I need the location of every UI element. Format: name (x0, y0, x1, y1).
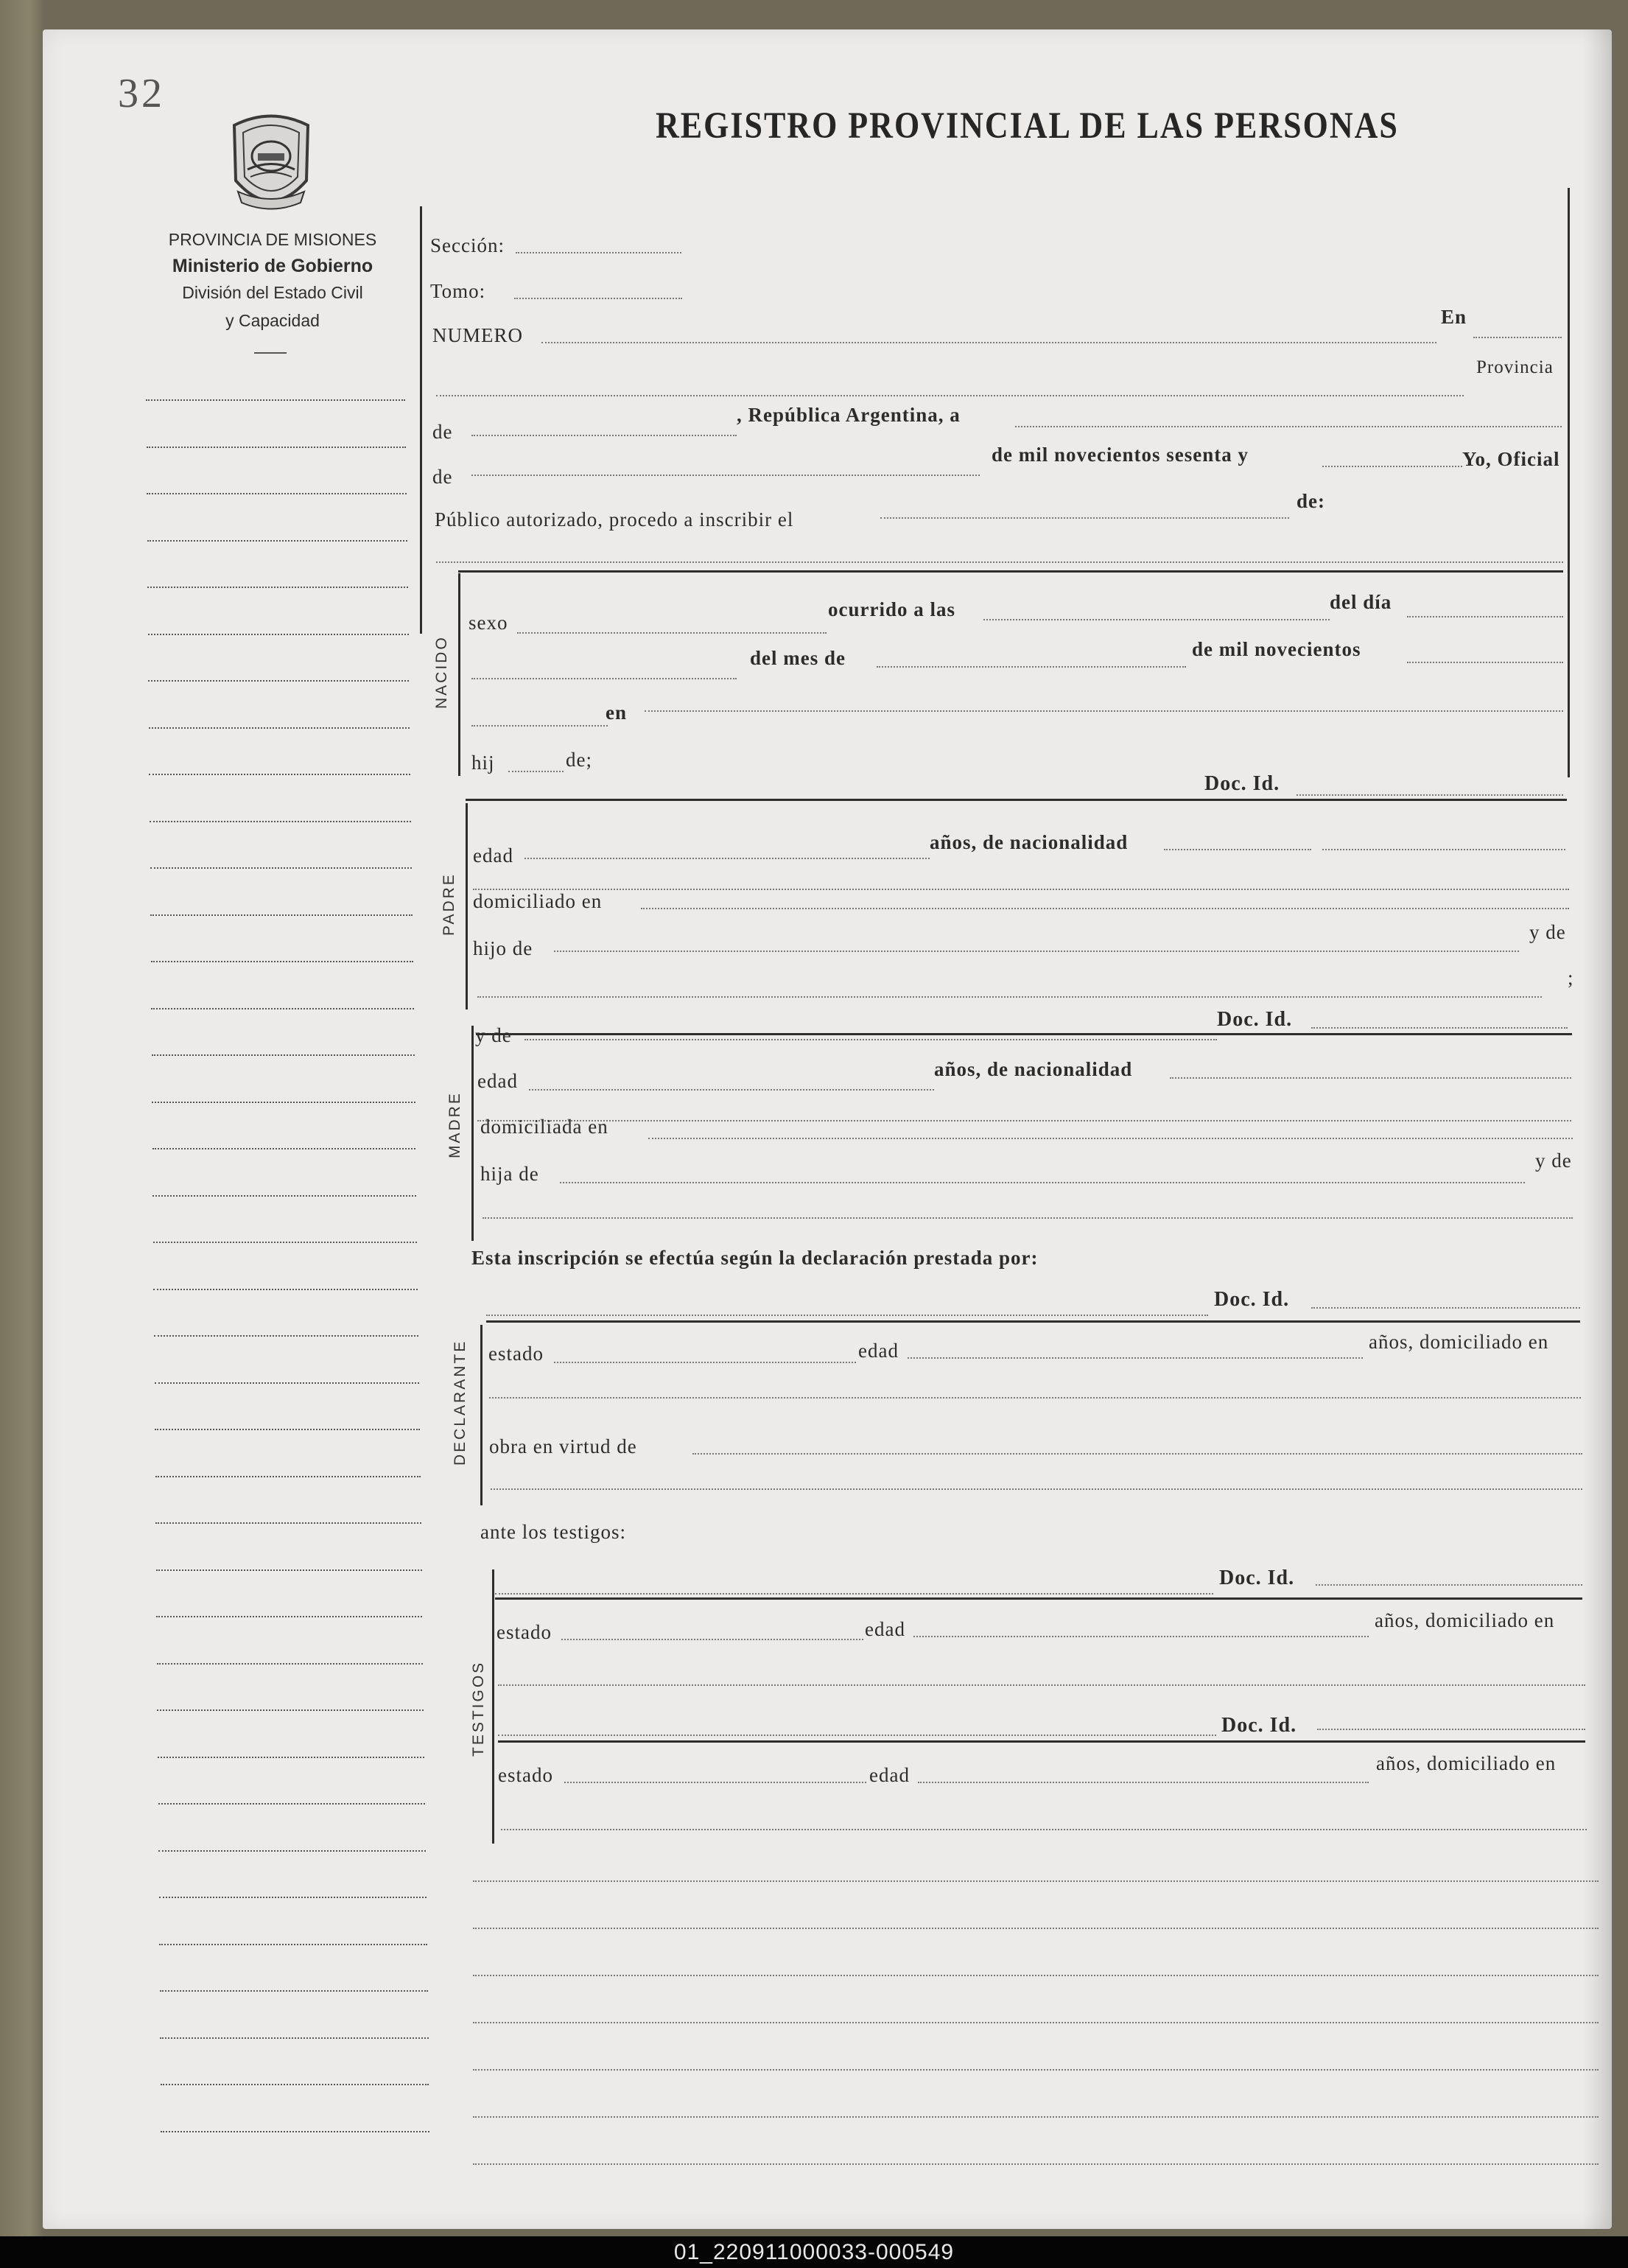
hora-field[interactable] (983, 619, 1330, 620)
margin-note-line[interactable] (153, 1289, 418, 1290)
madre-side-label: MADRE (446, 1091, 463, 1158)
margin-note-line[interactable] (159, 1897, 427, 1898)
observacion-line[interactable] (473, 1928, 1599, 1929)
mes-field[interactable] (877, 666, 1186, 668)
tomo-field[interactable] (514, 298, 682, 299)
padre-top-rule (466, 799, 1567, 801)
observacion-line[interactable] (473, 2069, 1599, 2071)
de-semi-label: de; (566, 749, 592, 771)
del-dia-label: del día (1330, 591, 1392, 613)
testigo2-edad-label: edad (869, 1764, 910, 1786)
nacido-bracket (458, 573, 460, 776)
margin-note-line[interactable] (149, 727, 410, 729)
madre-domicilio-field[interactable] (648, 1138, 1573, 1139)
margin-note-line[interactable] (161, 2084, 429, 2085)
testigo1-estado-field[interactable] (561, 1639, 863, 1640)
mil-sesenta-label: de mil novecientos sesenta y (992, 444, 1249, 466)
margin-note-line[interactable] (149, 774, 410, 775)
padre-doc-id-field[interactable] (1311, 1027, 1568, 1029)
madre-top-rule (476, 1033, 1572, 1035)
padre-side-label: PADRE (441, 872, 457, 936)
margin-note-line[interactable] (158, 1757, 424, 1758)
ministry-division: División del Estado Civil (182, 283, 363, 302)
margin-note-line[interactable] (147, 447, 406, 448)
declarante-domicilio-field[interactable] (489, 1397, 1581, 1399)
madre-y-de2-label: y de (1535, 1149, 1572, 1172)
declarante-bracket (480, 1325, 483, 1505)
testigos-side-label: TESTIGOS (470, 1660, 487, 1757)
declarante-edad-label: edad (858, 1340, 899, 1362)
ano-cont-field[interactable] (471, 725, 608, 727)
mil-novecientos-label: de mil novecientos (1192, 638, 1361, 660)
de1-label: de (432, 421, 453, 443)
padre-line[interactable] (473, 889, 1569, 890)
madre-domiciliada-label: domiciliada en (480, 1116, 608, 1138)
margin-note-line[interactable] (150, 821, 411, 822)
publico-label: Público autorizado, procedo a inscribir el (435, 508, 794, 531)
de-colon-label: de: (1297, 490, 1325, 512)
seccion-label: Sección: (430, 234, 505, 256)
testigo1-anos-label: años, domiciliado en (1375, 1609, 1555, 1631)
testigo2-estado-label: estado (498, 1764, 553, 1786)
dia-cont-field[interactable] (471, 678, 737, 679)
observacion-line[interactable] (473, 2163, 1599, 2165)
de1-field[interactable] (471, 435, 737, 436)
margin-note-line[interactable] (156, 1569, 422, 1571)
padre-domicilio-field[interactable] (641, 908, 1569, 909)
margin-note-line[interactable] (153, 1242, 417, 1243)
testigos-intro: ante los testigos: (480, 1521, 626, 1543)
padre-abuela-field[interactable] (477, 996, 1542, 998)
padre-nacionalidad-field[interactable] (1164, 849, 1311, 850)
declarante-estado-label: estado (488, 1343, 544, 1365)
declarante-doc-id-field[interactable] (1311, 1307, 1580, 1309)
declarante-doc-id-label: Doc. Id. (1214, 1288, 1290, 1311)
nacido-doc-id-field[interactable] (1297, 794, 1563, 796)
testigo1-nombre-field[interactable] (495, 1593, 1213, 1595)
madre-y-de-label: y de (475, 1024, 512, 1046)
left-frame-line (420, 206, 422, 634)
right-frame-line (1568, 188, 1570, 777)
register-page (43, 29, 1612, 2229)
testigo1-doc-id-label: Doc. Id. (1219, 1567, 1295, 1589)
seccion-field[interactable] (516, 252, 681, 253)
margin-note-line[interactable] (159, 1944, 427, 1945)
padre-edad-field[interactable] (524, 858, 930, 859)
observacion-line[interactable] (473, 2022, 1599, 2023)
padre-doc-id-label: Doc. Id. (1217, 1008, 1293, 1031)
numero-label: NUMERO (432, 324, 524, 346)
republica-label: , República Argentina, a (737, 404, 961, 426)
image-identifier: 01_220911000033-000549 (673, 2240, 955, 2264)
declarante-edad-field[interactable] (908, 1357, 1363, 1359)
en-label: En (1441, 306, 1467, 328)
margin-note-line[interactable] (158, 1803, 425, 1805)
hija-de-field[interactable] (560, 1182, 1525, 1183)
provincia-label: Provincia (1476, 357, 1554, 377)
margin-note-line[interactable] (147, 587, 408, 588)
de2-field[interactable] (471, 475, 980, 476)
ano-nac-field[interactable] (1407, 662, 1563, 663)
margin-note-line[interactable] (151, 961, 413, 962)
fecha-field[interactable] (1015, 426, 1562, 427)
margin-note-line[interactable] (160, 2037, 429, 2039)
margin-note-line[interactable] (151, 1008, 414, 1009)
padre-edad-label: edad (473, 844, 513, 867)
testigo2-doc-id-field[interactable] (1317, 1729, 1585, 1730)
margin-note-line[interactable] (152, 1148, 415, 1149)
margin-note-line[interactable] (146, 399, 405, 401)
nacido-top-rule (458, 570, 1563, 573)
testigo1-edad-label: edad (865, 1618, 905, 1640)
declarante-top-rule (486, 1320, 1580, 1323)
madre-bracket (471, 1026, 474, 1241)
hija-de-label: hija de (480, 1163, 539, 1185)
del-mes-label: del mes de (750, 647, 846, 669)
ocurrido-label: ocurrido a las (828, 598, 955, 620)
margin-note-line[interactable] (161, 2131, 429, 2132)
margin-note-line[interactable] (152, 1054, 415, 1056)
margin-note-line[interactable] (152, 1195, 416, 1197)
declarante-nombre-field[interactable] (486, 1315, 1208, 1316)
padre-semicolon: ; (1568, 967, 1574, 989)
ano-field[interactable] (1322, 466, 1462, 467)
margin-note-line[interactable] (148, 634, 409, 635)
testigo2-doc-id-label: Doc. Id. (1221, 1714, 1297, 1737)
obra-field[interactable] (692, 1453, 1582, 1455)
margin-note-line[interactable] (147, 540, 407, 542)
testigo2-domicilio-field[interactable] (501, 1829, 1587, 1830)
testigo2-edad-field[interactable] (918, 1782, 1369, 1783)
margin-note-line[interactable] (156, 1616, 422, 1617)
testigo2-nombre-field[interactable] (498, 1735, 1216, 1736)
margin-note-line[interactable] (155, 1522, 421, 1524)
de2-label: de (432, 466, 453, 488)
madre-abuela-field[interactable] (483, 1217, 1573, 1219)
testigo2-estado-field[interactable] (564, 1782, 866, 1783)
testigo1-doc-id-field[interactable] (1316, 1584, 1582, 1586)
inscribir-line2[interactable] (436, 561, 1563, 563)
obra-label: obra en virtud de (489, 1435, 637, 1457)
margin-note-line[interactable] (160, 1990, 428, 1992)
margin-note-line[interactable] (150, 867, 412, 869)
testigo2-top-rule (498, 1740, 1585, 1743)
testigo1-edad-field[interactable] (913, 1636, 1369, 1637)
madre-nacionalidad-label: años, de nacionalidad (934, 1058, 1133, 1080)
declarante-side-label: DECLARANTE (452, 1339, 469, 1466)
misiones-seal-icon (220, 111, 323, 217)
padre-y-de-label: y de (1529, 921, 1566, 943)
page-number: 32 (118, 71, 165, 116)
en-nac-label: en (606, 701, 627, 724)
testigo1-domicilio-field[interactable] (498, 1684, 1585, 1686)
nacido-side-label: NACIDO (433, 635, 450, 709)
dia-field[interactable] (1407, 616, 1563, 617)
padre-bracket (466, 803, 468, 1009)
hijo-de-label: hijo de (473, 937, 533, 959)
ministry-province: PROVINCIA DE MISIONES (168, 230, 377, 249)
hij-label: hij (471, 752, 495, 774)
lugar-field[interactable] (645, 710, 1563, 712)
yo-oficial-label: Yo, Oficial (1462, 448, 1560, 470)
margin-note-line[interactable] (147, 493, 407, 494)
margin-note-line[interactable] (152, 1102, 415, 1103)
margin-note-line[interactable] (158, 1850, 426, 1852)
madre-edad-label: edad (477, 1070, 518, 1092)
inscribir-field[interactable] (880, 517, 1289, 519)
nacido-doc-id-label: Doc. Id. (1204, 772, 1280, 795)
testigo1-estado-label: estado (497, 1621, 552, 1643)
margin-note-line[interactable] (155, 1429, 420, 1430)
provincia-field[interactable] (436, 395, 1464, 396)
margin-note-line[interactable] (157, 1709, 424, 1711)
page-title: REGISTRO PROVINCIAL DE LAS PERSONAS (656, 105, 1399, 147)
madre-edad-field[interactable] (529, 1089, 934, 1091)
ministry-capacity: y Capacidad (225, 311, 320, 330)
declarante-estado-field[interactable] (554, 1362, 856, 1363)
testigo2-anos-label: años, domiciliado en (1376, 1752, 1557, 1774)
en-field[interactable] (1473, 337, 1562, 338)
padre-domiciliado-label: domiciliado en (473, 890, 603, 912)
observacion-line[interactable] (473, 2116, 1599, 2118)
margin-note-line[interactable] (154, 1335, 418, 1337)
testigos-top-rule (495, 1597, 1582, 1600)
declaracion-text: Esta inscripción se efectúa según la declaración prestada por: (471, 1247, 1039, 1269)
declarante-anos-label: años, domiciliado en (1369, 1331, 1549, 1353)
margin-note-line[interactable] (157, 1663, 423, 1665)
ministry-underline (254, 352, 287, 354)
padre-nacionalidad-label: años, de nacionalidad (930, 831, 1129, 853)
observacion-line[interactable] (473, 1975, 1599, 1976)
sexo-field[interactable] (517, 632, 827, 634)
margin-note-line[interactable] (155, 1476, 421, 1477)
padre-nacionalidad-field-2[interactable] (1322, 849, 1565, 850)
sexo-label: sexo (469, 612, 508, 634)
tomo-label: Tomo: (430, 280, 486, 302)
madre-nombre-field[interactable] (524, 1039, 1217, 1040)
obra-line2[interactable] (491, 1488, 1582, 1490)
madre-nacionalidad-field[interactable] (1170, 1077, 1571, 1079)
numero-field[interactable] (541, 342, 1436, 343)
hijo-de-field[interactable] (554, 951, 1519, 952)
ministry-name: Ministerio de Gobierno (172, 256, 373, 276)
hij-field[interactable] (508, 771, 564, 772)
observacion-line[interactable] (473, 1880, 1599, 1882)
margin-note-line[interactable] (148, 680, 409, 682)
madre-line[interactable] (477, 1120, 1571, 1121)
margin-note-line[interactable] (150, 914, 413, 916)
testigos-bracket (492, 1569, 494, 1844)
margin-note-line[interactable] (155, 1382, 419, 1384)
